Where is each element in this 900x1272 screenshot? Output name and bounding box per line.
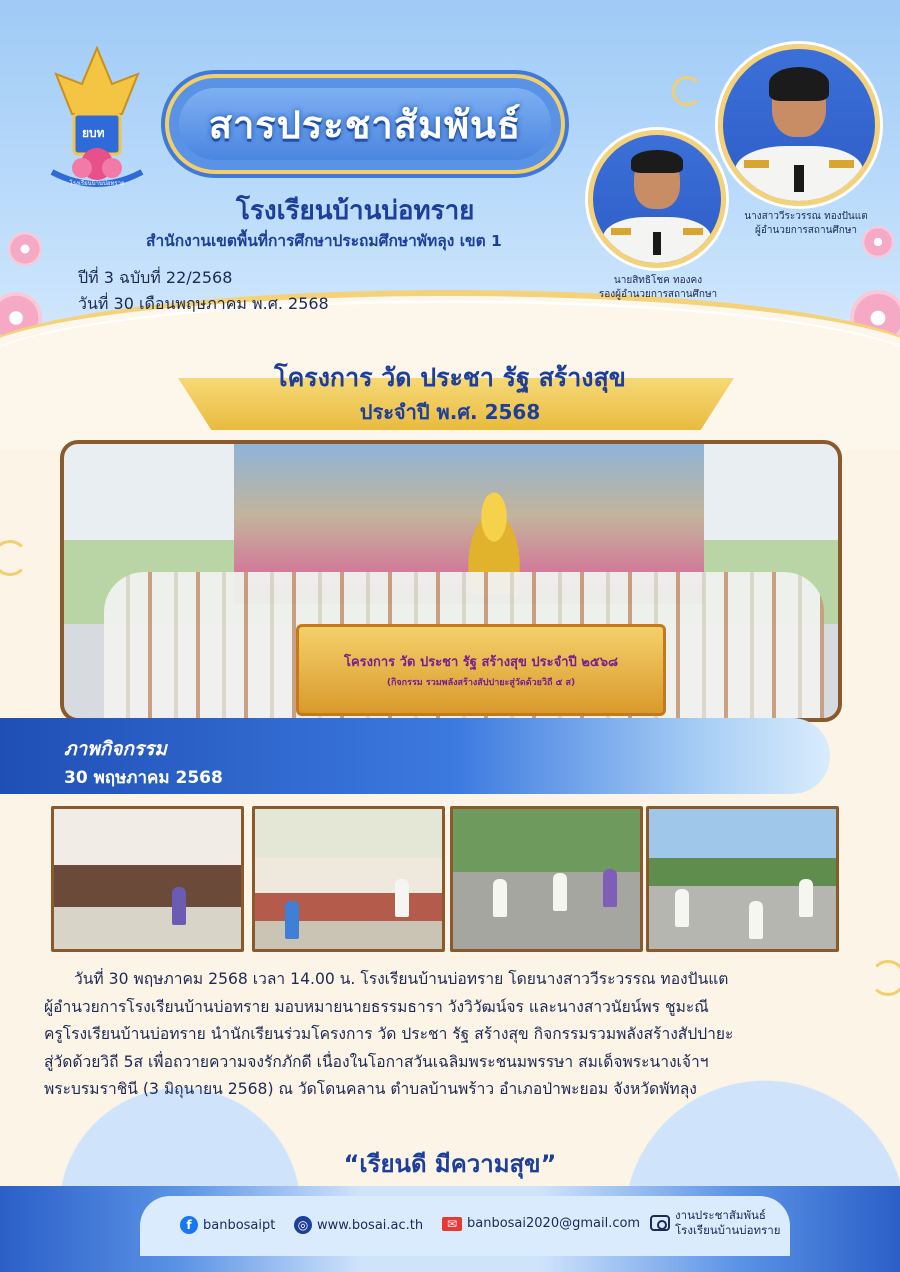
email-contact[interactable] xyxy=(442,1216,640,1231)
camera-icon xyxy=(650,1215,670,1231)
photo-banner-line2: (กิจกรรม รวมพลังสร้างสัปปายะสู่วัดด้วยวิถี ๕ ส) xyxy=(386,678,576,688)
project-year: ประจำปี พ.ศ. 2568 xyxy=(359,400,541,424)
pr-label xyxy=(675,1208,780,1238)
project-title: โครงการ วัด ประชา รัฐ สร้างสุข xyxy=(274,363,626,392)
swirl-decoration-left xyxy=(0,540,28,576)
newsletter-title: สารประชาสัมพันธ์ xyxy=(208,102,522,147)
photo-banner-line1: โครงการ วัด ประชา รัฐ สร้างสุข ประจำปี ๒๕๖๘ xyxy=(343,655,618,670)
activity-photo-4 xyxy=(646,806,839,952)
body-line-2: ผู้อำนวยการโรงเรียนบ้านบ่อทราย มอบหมายนายธรรมธารา วังวิวัฒน์จร และนางสาวนัยน์พร ชูมะณี xyxy=(44,997,709,1016)
activity-title: ภาพกิจกรรม xyxy=(64,738,167,760)
activity-date: 30 พฤษภาคม 2568 xyxy=(64,768,223,788)
deputy-caption xyxy=(578,274,738,302)
activity-photo-2 xyxy=(252,806,445,952)
school-slogan: “เรียนดี มีความสุข” xyxy=(343,1150,557,1178)
director-portrait xyxy=(718,44,880,206)
title-banner xyxy=(165,74,565,174)
director-title: ผู้อำนวยการสถานศึกษา xyxy=(754,225,858,236)
facebook-icon: f xyxy=(180,1216,198,1234)
logo-text: ยบท xyxy=(82,126,105,140)
pr-line-1: งานประชาสัมพันธ์ xyxy=(675,1208,766,1222)
swirl-decoration-right xyxy=(870,960,900,996)
issue-number: ปีที่ 3 ฉบับที่ 22/2568 xyxy=(78,268,233,287)
issue-date: วันที่ 30 เดือนพฤษภาคม พ.ศ. 2568 xyxy=(78,294,329,313)
flower-decoration-left xyxy=(8,232,42,266)
pr-line-2: โรงเรียนบ้านบ่อทราย xyxy=(675,1223,781,1237)
body-line-3: ครูโรงเรียนบ้านบ่อทราย นำนักเรียนร่วมโครงการ วัด ประชา รัฐ สร้างสุข กิจกรรมรวมพลังสร้างสัปปายะ xyxy=(44,1025,734,1044)
body-line-1: วันที่ 30 พฤษภาคม 2568 เวลา 14.00 น. โรงเรียนบ้านบ่อทราย โดยนางสาววีระวรรณ ทองปันแต xyxy=(74,970,729,988)
pr-contact xyxy=(650,1208,780,1238)
main-group-photo xyxy=(60,440,842,722)
body-line-5: พระบรมราชินี (3 มิถุนายน 2568) ณ วัดโดนคลาน ตำบลบ้านพร้าว อำเภอป่าพะยอม จังหวัดพัทลุง xyxy=(44,1080,697,1099)
director-name: นางสาววีระวรรณ ทองปันแต xyxy=(744,211,868,222)
globe-icon: ◎ xyxy=(294,1216,312,1234)
school-logo xyxy=(48,44,146,192)
news-body xyxy=(44,966,864,1104)
website-contact[interactable] xyxy=(294,1216,423,1234)
swirl-decoration-top xyxy=(672,76,702,106)
deputy-portrait xyxy=(588,130,726,268)
website-url: www.bosai.ac.th xyxy=(317,1217,424,1233)
school-name: โรงเรียนบ้านบ่อทราย xyxy=(236,196,475,226)
deputy-name: นายสิทธิโชค ทองคง xyxy=(613,275,703,286)
facebook-handle: banbosaipt xyxy=(203,1217,276,1233)
logo-caption: โรงเรียนบ้านบ่อทราย xyxy=(69,180,125,187)
director-caption xyxy=(726,210,886,238)
body-line-4: สู่วัดด้วยวิถี 5ส เพื่อถวายความจงรักภักดี เนื่องในโอกาสวันเฉลิมพระชนมพรรษา สมเด็จพระนางเจ้าฯ xyxy=(44,1052,709,1071)
project-banner-in-photo xyxy=(296,624,666,716)
facebook-contact[interactable] xyxy=(180,1216,275,1234)
activity-photo-1 xyxy=(51,806,244,952)
education-office: สำนักงานเขตพื้นที่การศึกษาประถมศึกษาพัทลุง เขต 1 xyxy=(146,232,502,250)
mail-icon: ✉ xyxy=(442,1217,462,1231)
deputy-title: รองผู้อำนวยการสถานศึกษา xyxy=(598,289,718,300)
email-address: banbosai2020@gmail.com xyxy=(467,1216,641,1231)
activity-photo-3 xyxy=(450,806,643,952)
